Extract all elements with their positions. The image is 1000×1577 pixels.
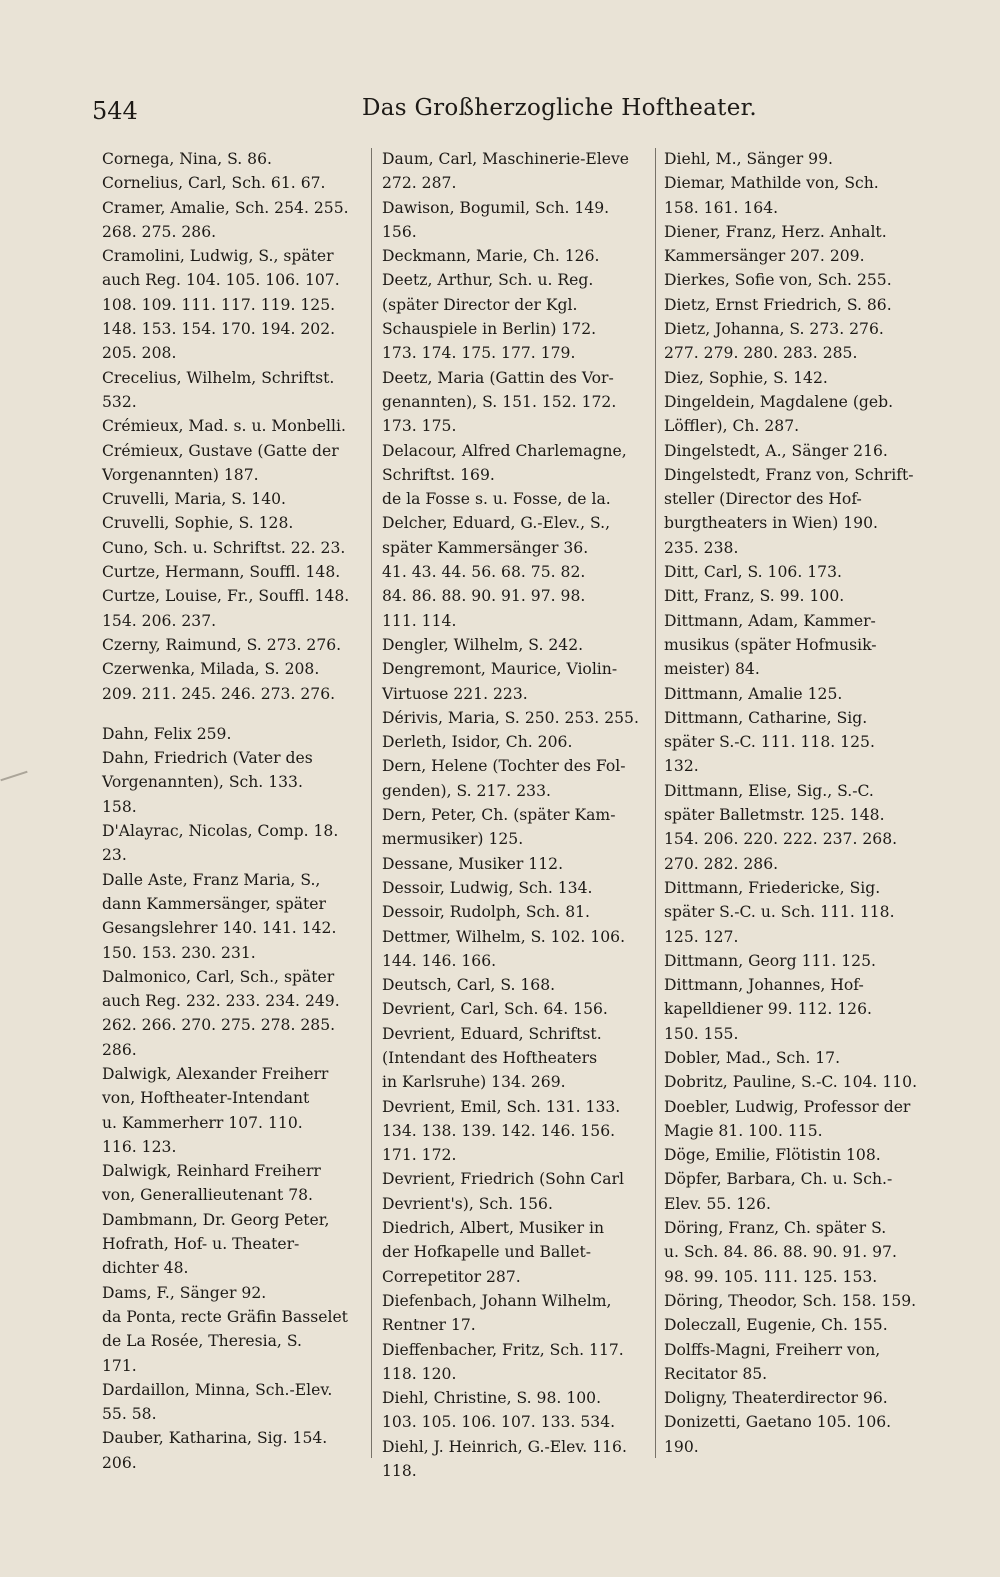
entry-line: Curtze, Louise, Fr., Souffl. 148. — [102, 587, 350, 606]
entry-line: Dahn, Felix 259. — [102, 724, 232, 743]
entry-line: Diedrich, Albert, Musiker in — [382, 1219, 605, 1238]
entry-line: musikus (später Hofmusik- — [664, 635, 877, 654]
entry-line: 125. 127. — [664, 927, 739, 946]
entry-line: Czerny, Raimund, S. 273. 276. — [102, 635, 342, 654]
index-entry — [382, 730, 644, 754]
entry-line: Recitator 85. — [664, 1364, 768, 1383]
entry-line: Derleth, Isidor, Ch. 206. — [382, 733, 573, 752]
index-entry — [382, 244, 644, 268]
entry-line: meister) 84. — [664, 660, 760, 679]
entry-line: 108. 109. 111. 117. 119. 125. — [102, 295, 336, 314]
entry-line: Dittmann, Friedericke, Sig. — [664, 878, 881, 897]
index-entry — [664, 1070, 926, 1094]
entry-line: später S.-C. 111. 118. 125. — [664, 733, 875, 752]
index-entry — [382, 633, 644, 657]
index-entry — [102, 819, 364, 868]
entry-line: Döring, Franz, Ch. später S. — [664, 1219, 887, 1238]
index-entry — [102, 560, 364, 584]
entry-line: u. Sch. 84. 86. 88. 90. 91. 97. — [664, 1243, 897, 1262]
entry-line: später S.-C. u. Sch. 111. 118. — [664, 903, 895, 922]
entry-line: (später Director der Kgl. — [382, 295, 578, 314]
index-entry — [664, 366, 926, 390]
entry-line: Diemar, Mathilde von, Sch. — [664, 174, 879, 193]
index-entry — [102, 1426, 364, 1475]
entry-line: dann Kammersänger, später — [102, 894, 326, 913]
entry-line: Vorgenannten), Sch. 133. — [102, 773, 303, 792]
entry-line: 132. — [664, 757, 699, 776]
entry-line: Doligny, Theaterdirector 96. — [664, 1389, 888, 1408]
entry-line: Deutsch, Carl, S. 168. — [382, 976, 556, 995]
index-entry — [664, 1313, 926, 1337]
index-entry — [382, 852, 644, 876]
entry-line: später Balletmstr. 125. 148. — [664, 806, 885, 825]
entry-line: Crecelius, Wilhelm, Schriftst. — [102, 368, 335, 387]
entry-line: Daum, Carl, Maschinerie-Eleve — [382, 150, 630, 168]
entry-line: 190. — [664, 1437, 699, 1456]
entry-line: Kammersänger 207. 209. — [664, 247, 865, 266]
entry-line: Vorgenannten) 187. — [102, 465, 259, 484]
index-entry — [102, 1378, 364, 1427]
entry-line: Devrient, Emil, Sch. 131. 133. — [382, 1097, 621, 1116]
index-entry — [102, 536, 364, 560]
index-column-right — [664, 147, 926, 1459]
entry-line: von, Generallieutenant 78. — [102, 1186, 313, 1205]
entry-line: Dolffs-Magni, Freiherr von, — [664, 1340, 881, 1359]
entry-line: Deetz, Maria (Gattin des Vor- — [382, 368, 614, 387]
index-entry — [102, 244, 364, 365]
index-entry — [382, 900, 644, 924]
index-entry — [382, 1386, 644, 1435]
entry-line: Diefenbach, Johann Wilhelm, — [382, 1291, 612, 1310]
index-entry — [102, 511, 364, 535]
entry-line: 171. — [102, 1356, 137, 1375]
index-entry — [664, 584, 926, 608]
entry-line: Correpetitor 287. — [382, 1267, 521, 1286]
entry-line: Elev. 55. 126. — [664, 1194, 771, 1213]
index-entry — [382, 1289, 644, 1338]
index-entry — [664, 1386, 926, 1410]
entry-line: Döge, Emilie, Flötistin 108. — [664, 1146, 881, 1165]
entry-line: später Kammersänger 36. — [382, 538, 589, 557]
entry-line: Dérivis, Maria, S. 250. 253. 255. — [382, 708, 639, 727]
entry-line: 111. 114. — [382, 611, 457, 630]
entry-line: Deckmann, Marie, Ch. 126. — [382, 247, 600, 266]
entry-line: 154. 206. 220. 222. 237. 268. — [664, 830, 898, 849]
entry-line: auch Reg. 104. 105. 106. 107. — [102, 271, 340, 290]
entry-line: Dalmonico, Carl, Sch., später — [102, 967, 335, 986]
entry-line: 148. 153. 154. 170. 194. 202. — [102, 320, 336, 339]
index-entry — [102, 196, 364, 245]
entry-line: Devrient's), Sch. 156. — [382, 1194, 553, 1213]
index-entry — [382, 754, 644, 803]
entry-line: Dessane, Musiker 112. — [382, 854, 564, 873]
index-entry — [382, 1167, 644, 1216]
entry-line: auch Reg. 232. 233. 234. 249. — [102, 992, 340, 1011]
entry-line: 277. 279. 280. 283. 285. — [664, 344, 858, 363]
entry-line: 205. 208. — [102, 344, 177, 363]
entry-line: von, Hoftheater-Intendant — [102, 1089, 310, 1108]
index-entry — [664, 1410, 926, 1459]
entry-line: Cuno, Sch. u. Schriftst. 22. 23. — [102, 538, 346, 557]
entry-line: Schauspiele in Berlin) 172. — [382, 320, 597, 339]
entry-line: 103. 105. 106. 107. 133. 534. — [382, 1413, 616, 1432]
entry-line: 206. — [102, 1453, 137, 1472]
entry-line: Dittmann, Johannes, Hof- — [664, 976, 864, 995]
index-entry — [382, 147, 644, 196]
entry-line: Dieffenbacher, Fritz, Sch. 117. — [382, 1340, 624, 1359]
entry-line: Diehl, Christine, S. 98. 100. — [382, 1389, 602, 1408]
entry-line: 144. 146. 166. — [382, 951, 497, 970]
index-entry — [382, 997, 644, 1021]
entry-line: 171. 172. — [382, 1146, 457, 1165]
entry-line: 262. 266. 270. 275. 278. 285. — [102, 1016, 336, 1035]
entry-line: Dams, F., Sänger 92. — [102, 1283, 267, 1302]
index-entry — [664, 1046, 926, 1070]
entry-line: de la Fosse s. u. Fosse, de la. — [382, 490, 611, 509]
entry-line: 55. 58. — [102, 1405, 157, 1424]
entry-line: der Hofkapelle und Ballet- — [382, 1243, 592, 1262]
index-entry — [102, 439, 364, 488]
entry-line: Dittmann, Georg 111. 125. — [664, 951, 876, 970]
entry-line: Dingelstedt, Franz von, Schrift- — [664, 465, 914, 484]
index-entry — [664, 1167, 926, 1216]
entry-line: 118. 120. — [382, 1364, 457, 1383]
index-entry — [382, 706, 644, 730]
entry-line: Diez, Sophie, S. 142. — [664, 368, 828, 387]
entry-line: Cramer, Amalie, Sch. 254. 255. — [102, 198, 349, 217]
entry-line: Dittmann, Amalie 125. — [664, 684, 843, 703]
entry-line: Döpfer, Barbara, Ch. u. Sch.- — [664, 1170, 893, 1189]
index-entry — [382, 1216, 644, 1289]
index-column-left — [102, 147, 364, 1475]
index-entry — [102, 171, 364, 195]
entry-line: Dettmer, Wilhelm, S. 102. 106. — [382, 927, 626, 946]
entry-line: Virtuose 221. 223. — [382, 684, 528, 703]
entry-line: 150. 155. — [664, 1024, 739, 1043]
entry-line: Diehl, M., Sänger 99. — [664, 150, 833, 168]
page-number: 544 — [92, 97, 138, 125]
entry-line: Doleczall, Eugenie, Ch. 155. — [664, 1316, 888, 1335]
entry-line: u. Kammerherr 107. 110. — [102, 1113, 303, 1132]
index-entry — [382, 511, 644, 632]
index-entry — [382, 366, 644, 439]
entry-line: Devrient, Carl, Sch. 64. 156. — [382, 1000, 608, 1019]
running-title: Das Großherzogliche Hoftheater. — [362, 95, 758, 121]
index-columns — [0, 147, 1000, 1537]
entry-line: Dessoir, Rudolph, Sch. 81. — [382, 903, 591, 922]
entry-line: 173. 175. — [382, 417, 457, 436]
entry-line: Delcher, Eduard, G.-Elev., S., — [382, 514, 611, 533]
entry-line: Schriftst. 169. — [382, 465, 495, 484]
entry-line: Cruvelli, Maria, S. 140. — [102, 490, 287, 509]
index-entry — [382, 1022, 644, 1095]
index-entry — [102, 584, 364, 633]
entry-line: Döring, Theodor, Sch. 158. 159. — [664, 1291, 917, 1310]
index-entry — [382, 439, 644, 488]
index-entry — [102, 657, 364, 706]
index-entry — [382, 196, 644, 245]
index-entry — [102, 1062, 364, 1159]
entry-line: Czerwenka, Milada, S. 208. — [102, 660, 320, 679]
entry-line: Dengremont, Maurice, Violin- — [382, 660, 618, 679]
entry-line: Hofrath, Hof- u. Theater- — [102, 1235, 300, 1254]
index-entry — [664, 171, 926, 220]
index-column-middle — [382, 147, 644, 1483]
entry-line: Dengler, Wilhelm, S. 242. — [382, 635, 584, 654]
entry-line: Dittmann, Elise, Sig., S.-C. — [664, 781, 874, 800]
entry-line: 268. 275. 286. — [102, 222, 217, 241]
entry-line: 272. 287. — [382, 174, 457, 193]
entry-line: 23. — [102, 846, 127, 865]
entry-line: Dietz, Ernst Friedrich, S. 86. — [664, 295, 892, 314]
index-entry — [664, 973, 926, 1046]
entry-line: Ditt, Carl, S. 106. 173. — [664, 563, 842, 582]
entry-line: Dambmann, Dr. Georg Peter, — [102, 1210, 330, 1229]
entry-line: Dern, Helene (Tochter des Fol- — [382, 757, 626, 776]
entry-line: 150. 153. 230. 231. — [102, 943, 256, 962]
index-entry — [382, 268, 644, 365]
index-entry — [664, 779, 926, 876]
index-entry — [102, 366, 364, 415]
entry-line: genannten), S. 151. 152. 172. — [382, 392, 617, 411]
index-entry — [102, 722, 364, 746]
entry-line: Dierkes, Sofie von, Sch. 255. — [664, 271, 892, 290]
entry-line: Dessoir, Ludwig, Sch. 134. — [382, 878, 593, 897]
entry-line: de La Rosée, Theresia, S. — [102, 1332, 302, 1351]
entry-line: 158. 161. 164. — [664, 198, 779, 217]
entry-line: 286. — [102, 1040, 137, 1059]
index-entry — [664, 609, 926, 682]
index-entry — [664, 463, 926, 560]
entry-line: Cruvelli, Sophie, S. 128. — [102, 514, 294, 533]
entry-line: in Karlsruhe) 134. 269. — [382, 1073, 566, 1092]
entry-line: steller (Director des Hof- — [664, 490, 862, 509]
entry-line: Dardaillon, Minna, Sch.-Elev. — [102, 1380, 333, 1399]
index-entry — [382, 657, 644, 706]
entry-line: Crémieux, Gustave (Gatte der — [102, 441, 339, 460]
index-entry — [102, 487, 364, 511]
index-entry — [382, 1338, 644, 1387]
entry-line: Devrient, Eduard, Schriftst. — [382, 1024, 602, 1043]
index-entry — [664, 220, 926, 269]
entry-line: Magie 81. 100. 115. — [664, 1121, 823, 1140]
entry-line: Löffler), Ch. 287. — [664, 417, 800, 436]
index-entry — [382, 876, 644, 900]
entry-line: Diehl, J. Heinrich, G.-Elev. 116. — [382, 1437, 627, 1456]
entry-line: Devrient, Friedrich (Sohn Carl — [382, 1170, 624, 1189]
entry-line: Rentner 17. — [382, 1316, 476, 1335]
entry-line: 173. 174. 175. 177. 179. — [382, 344, 576, 363]
entry-line: Dawison, Bogumil, Sch. 149. — [382, 198, 610, 217]
index-entry — [664, 1338, 926, 1387]
index-entry — [382, 1095, 644, 1168]
index-entry — [664, 1095, 926, 1144]
entry-line: Dalle Aste, Franz Maria, S., — [102, 870, 321, 889]
index-entry — [664, 876, 926, 949]
index-entry — [664, 268, 926, 292]
entry-line: 116. 123. — [102, 1137, 177, 1156]
index-entry — [664, 949, 926, 973]
entry-line: 158. — [102, 797, 137, 816]
index-entry — [102, 633, 364, 657]
index-entry — [664, 439, 926, 463]
entry-line: Dahn, Friedrich (Vater des — [102, 749, 313, 768]
index-entry — [102, 1281, 364, 1305]
entry-line: Cornega, Nina, S. 86. — [102, 150, 272, 168]
entry-line: Ditt, Franz, S. 99. 100. — [664, 587, 845, 606]
entry-line: Curtze, Hermann, Souffl. 148. — [102, 563, 341, 582]
index-entry — [382, 1435, 644, 1484]
index-entry — [664, 1143, 926, 1167]
entry-line: 41. 43. 44. 56. 68. 75. 82. — [382, 563, 586, 582]
index-entry — [664, 682, 926, 706]
index-entry — [102, 1159, 364, 1208]
entry-line: Dingelstedt, A., Sänger 216. — [664, 441, 888, 460]
entry-line: Dietz, Johanna, S. 273. 276. — [664, 320, 884, 339]
entry-line: Dern, Peter, Ch. (später Kam- — [382, 806, 616, 825]
index-entry — [664, 560, 926, 584]
entry-line: (Intendant des Hoftheaters — [382, 1048, 598, 1067]
entry-line: Delacour, Alfred Charlemagne, — [382, 441, 627, 460]
index-entry — [664, 147, 926, 171]
entry-line: Dalwigk, Alexander Freiherr — [102, 1064, 329, 1083]
entry-line: Dittmann, Adam, Kammer- — [664, 611, 876, 630]
entry-line: burgtheaters in Wien) 190. — [664, 514, 878, 533]
index-entry — [102, 746, 364, 819]
index-entry — [382, 973, 644, 997]
entry-line: Dittmann, Catharine, Sig. — [664, 708, 868, 727]
index-entry — [664, 317, 926, 366]
entry-line: 84. 86. 88. 90. 91. 97. 98. — [382, 587, 586, 606]
entry-line: 532. — [102, 392, 137, 411]
entry-line: Dingeldein, Magdalene (geb. — [664, 392, 894, 411]
index-entry — [102, 1305, 364, 1378]
entry-line: Deetz, Arthur, Sch. u. Reg. — [382, 271, 594, 290]
index-entry — [102, 147, 364, 171]
entry-line: 98. 99. 105. 111. 125. 153. — [664, 1267, 878, 1286]
page-header — [0, 95, 1000, 131]
entry-line: Dobritz, Pauline, S.-C. 104. 110. — [664, 1073, 918, 1092]
index-entry — [102, 868, 364, 965]
entry-line: Doebler, Ludwig, Professor der — [664, 1097, 911, 1116]
index-entry — [382, 487, 644, 511]
entry-line: mermusiker) 125. — [382, 830, 524, 849]
index-entry — [102, 1208, 364, 1281]
entry-line: 209. 211. 245. 246. 273. 276. — [102, 684, 336, 703]
index-entry — [664, 706, 926, 779]
entry-line: Dobler, Mad., Sch. 17. — [664, 1048, 841, 1067]
index-entry — [382, 925, 644, 974]
entry-line: Dauber, Katharina, Sig. 154. — [102, 1429, 328, 1448]
entry-line: 118. — [382, 1462, 417, 1481]
entry-line: D'Alayrac, Nicolas, Comp. 18. — [102, 822, 339, 841]
index-entry — [664, 1289, 926, 1313]
entry-line: 235. 238. — [664, 538, 739, 557]
index-entry — [664, 293, 926, 317]
entry-line: 270. 282. 286. — [664, 854, 779, 873]
entry-line: 154. 206. 237. — [102, 611, 217, 630]
entry-line: Cornelius, Carl, Sch. 61. 67. — [102, 174, 326, 193]
entry-line: Gesangslehrer 140. 141. 142. — [102, 919, 337, 938]
entry-line: 134. 138. 139. 142. 146. 156. — [382, 1121, 616, 1140]
index-entry — [102, 414, 364, 438]
entry-line: da Ponta, recte Gräfin Basselet — [102, 1307, 348, 1326]
entry-line: dichter 48. — [102, 1259, 189, 1278]
entry-line: genden), S. 217. 233. — [382, 781, 551, 800]
entry-line: Donizetti, Gaetano 105. 106. — [664, 1413, 892, 1432]
entry-line: Dalwigk, Reinhard Freiherr — [102, 1162, 321, 1181]
index-entry — [382, 803, 644, 852]
entry-line: Cramolini, Ludwig, S., später — [102, 247, 334, 266]
entry-line: Diener, Franz, Herz. Anhalt. — [664, 222, 887, 241]
index-entry — [664, 390, 926, 439]
entry-line: 156. — [382, 222, 417, 241]
index-entry — [664, 1216, 926, 1289]
index-entry — [102, 965, 364, 1062]
entry-line: Crémieux, Mad. s. u. Monbelli. — [102, 417, 346, 436]
entry-line: kapelldiener 99. 112. 126. — [664, 1000, 872, 1019]
